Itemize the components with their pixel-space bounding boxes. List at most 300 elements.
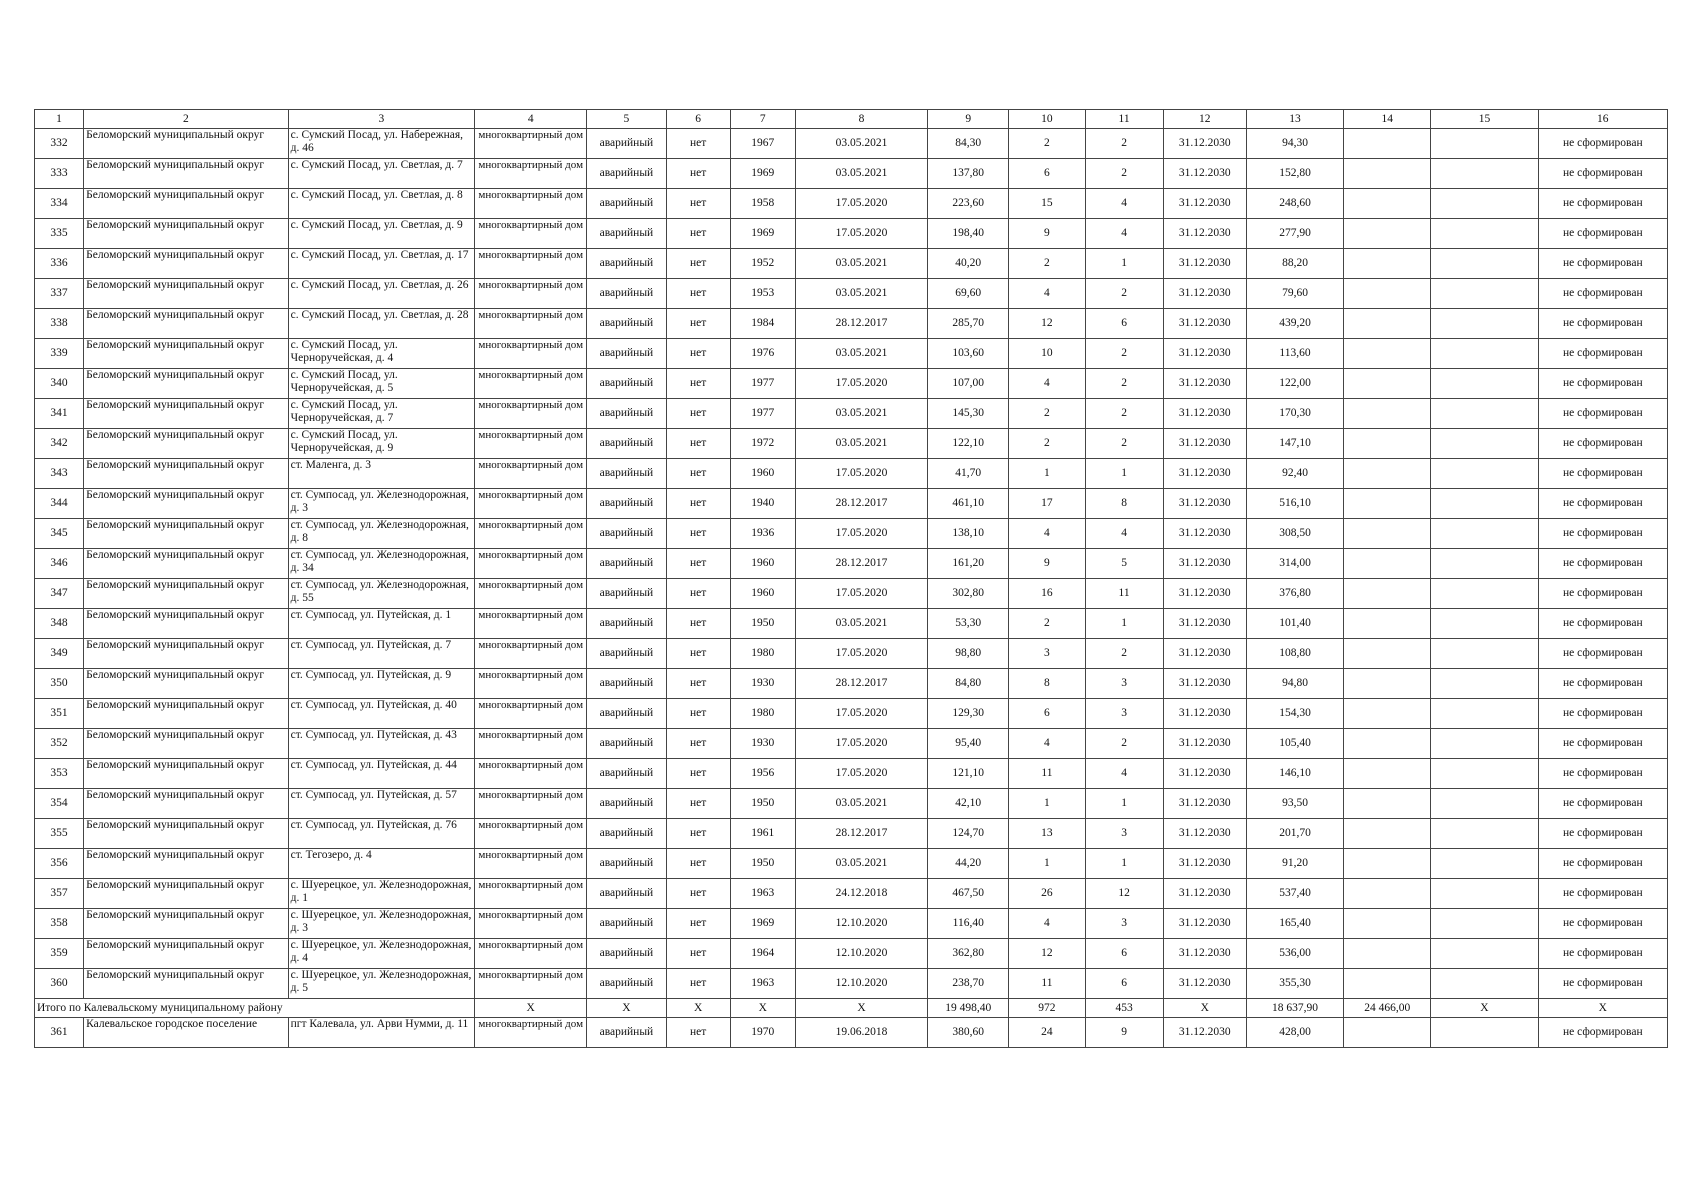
address-cell: с. Шуерецкое, ул. Железнодорожная, д. 1 xyxy=(288,879,474,909)
resettlement-deadline-cell: 31.12.2030 xyxy=(1163,219,1246,249)
residents-cell: 1 xyxy=(1009,849,1085,879)
row-number-cell: 356 xyxy=(35,849,84,879)
apartments-cell: 4 xyxy=(1085,759,1163,789)
address-cell: ст. Сумпосад, ул. Путейская, д. 9 xyxy=(288,669,474,699)
total-area-cell: 201,70 xyxy=(1246,819,1343,849)
status-flag-cell: нет xyxy=(666,519,730,549)
condition-cell: аварийный xyxy=(587,189,666,219)
residents-cell: 1 xyxy=(1009,789,1085,819)
column-header: 3 xyxy=(288,110,474,129)
row-number-cell: 333 xyxy=(35,159,84,189)
column-header: 2 xyxy=(84,110,289,129)
column-header: 10 xyxy=(1009,110,1085,129)
column-14-cell xyxy=(1344,819,1431,849)
area-cell: 98,80 xyxy=(928,639,1009,669)
address-cell: ст. Сумпосад, ул. Путейская, д. 40 xyxy=(288,699,474,729)
condition-cell: аварийный xyxy=(587,519,666,549)
building-type-cell: многоквартирный дом xyxy=(475,729,587,759)
status-flag-cell: нет xyxy=(666,669,730,699)
apartments-cell: 2 xyxy=(1085,399,1163,429)
total-area-cell: 101,40 xyxy=(1246,609,1343,639)
status-flag-cell: нет xyxy=(666,609,730,639)
status-flag-cell: нет xyxy=(666,459,730,489)
building-type-cell: многоквартирный дом xyxy=(475,1018,587,1048)
recognition-date-cell: 03.05.2021 xyxy=(795,609,927,639)
resettlement-deadline-cell: 31.12.2030 xyxy=(1163,759,1246,789)
municipality-cell: Калевальское городское поселение xyxy=(84,1018,289,1048)
total-area-cell: 108,80 xyxy=(1246,639,1343,669)
area-cell: 40,20 xyxy=(928,249,1009,279)
table-row xyxy=(35,339,1668,369)
column-14-cell xyxy=(1344,219,1431,249)
row-number-cell: 350 xyxy=(35,669,84,699)
resettlement-status-cell: не сформирован xyxy=(1538,759,1667,789)
apartments-cell: 2 xyxy=(1085,639,1163,669)
total-area-cell: 152,80 xyxy=(1246,159,1343,189)
resettlement-deadline-cell: 31.12.2030 xyxy=(1163,549,1246,579)
address-cell: с. Сумский Посад, ул. Светлая, д. 28 xyxy=(288,309,474,339)
table-row xyxy=(35,789,1668,819)
resettlement-deadline-cell: 31.12.2030 xyxy=(1163,249,1246,279)
apartments-cell: 3 xyxy=(1085,819,1163,849)
total-area-cell: 88,20 xyxy=(1246,249,1343,279)
year-built-cell: 1984 xyxy=(730,309,795,339)
column-15-cell xyxy=(1431,189,1538,219)
resettlement-deadline-cell: 31.12.2030 xyxy=(1163,429,1246,459)
area-cell: 461,10 xyxy=(928,489,1009,519)
year-built-cell: 1936 xyxy=(730,519,795,549)
resettlement-status-cell: не сформирован xyxy=(1538,969,1667,999)
municipality-cell: Беломорский муниципальный округ xyxy=(84,909,289,939)
total-area-cell: 537,40 xyxy=(1246,879,1343,909)
apartments-cell: 3 xyxy=(1085,699,1163,729)
row-number-cell: 342 xyxy=(35,429,84,459)
address-cell: с. Сумский Посад, ул. Светлая, д. 26 xyxy=(288,279,474,309)
year-built-cell: 1958 xyxy=(730,189,795,219)
address-cell: ст. Сумпосад, ул. Железнодорожная, д. 3 xyxy=(288,489,474,519)
row-number-cell: 339 xyxy=(35,339,84,369)
condition-cell: аварийный xyxy=(587,939,666,969)
resettlement-deadline-cell: 31.12.2030 xyxy=(1163,339,1246,369)
resettlement-deadline-cell: 31.12.2030 xyxy=(1163,909,1246,939)
resettlement-status-cell: не сформирован xyxy=(1538,339,1667,369)
apartments-cell: 6 xyxy=(1085,939,1163,969)
residents-cell: 17 xyxy=(1009,489,1085,519)
column-header: 4 xyxy=(475,110,587,129)
column-14-cell xyxy=(1344,909,1431,939)
condition-cell: аварийный xyxy=(587,729,666,759)
row-number-cell: 349 xyxy=(35,639,84,669)
condition-cell: аварийный xyxy=(587,129,666,159)
column-15-cell xyxy=(1431,639,1538,669)
apartments-cell: 8 xyxy=(1085,489,1163,519)
apartments-cell: 2 xyxy=(1085,369,1163,399)
condition-cell: аварийный xyxy=(587,279,666,309)
apartments-cell: 4 xyxy=(1085,519,1163,549)
column-header: 5 xyxy=(587,110,666,129)
building-type-cell: многоквартирный дом xyxy=(475,939,587,969)
address-cell: с. Сумский Посад, ул. Черноручейская, д. 9 xyxy=(288,429,474,459)
address-cell: с. Сумский Посад, ул. Светлая, д. 9 xyxy=(288,219,474,249)
row-number-cell: 340 xyxy=(35,369,84,399)
column-14-cell xyxy=(1344,429,1431,459)
apartments-cell: 1 xyxy=(1085,459,1163,489)
resettlement-status-cell: не сформирован xyxy=(1538,519,1667,549)
building-type-cell: многоквартирный дом xyxy=(475,159,587,189)
total-cell: X xyxy=(587,999,666,1018)
address-cell: ст. Сумпосад, ул. Путейская, д. 44 xyxy=(288,759,474,789)
resettlement-status-cell: не сформирован xyxy=(1538,279,1667,309)
column-header: 15 xyxy=(1431,110,1538,129)
residents-cell: 2 xyxy=(1009,609,1085,639)
building-type-cell: многоквартирный дом xyxy=(475,249,587,279)
resettlement-status-cell: не сформирован xyxy=(1538,549,1667,579)
residents-cell: 24 xyxy=(1009,1018,1085,1048)
column-14-cell xyxy=(1344,549,1431,579)
resettlement-status-cell: не сформирован xyxy=(1538,849,1667,879)
condition-cell: аварийный xyxy=(587,489,666,519)
column-header: 1 xyxy=(35,110,84,129)
status-flag-cell: нет xyxy=(666,219,730,249)
area-cell: 137,80 xyxy=(928,159,1009,189)
total-area-cell: 94,80 xyxy=(1246,669,1343,699)
apartments-cell: 9 xyxy=(1085,1018,1163,1048)
area-cell: 84,30 xyxy=(928,129,1009,159)
status-flag-cell: нет xyxy=(666,969,730,999)
address-cell: ст. Сумпосад, ул. Железнодорожная, д. 55 xyxy=(288,579,474,609)
resettlement-deadline-cell: 31.12.2030 xyxy=(1163,639,1246,669)
municipality-cell: Беломорский муниципальный округ xyxy=(84,129,289,159)
address-cell: с. Сумский Посад, ул. Черноручейская, д. 7 xyxy=(288,399,474,429)
resettlement-status-cell: не сформирован xyxy=(1538,249,1667,279)
municipality-cell: Беломорский муниципальный округ xyxy=(84,339,289,369)
column-14-cell xyxy=(1344,519,1431,549)
building-type-cell: многоквартирный дом xyxy=(475,219,587,249)
status-flag-cell: нет xyxy=(666,939,730,969)
apartments-cell: 3 xyxy=(1085,669,1163,699)
column-15-cell xyxy=(1431,279,1538,309)
total-area-cell: 92,40 xyxy=(1246,459,1343,489)
table-row xyxy=(35,669,1668,699)
table-row xyxy=(35,519,1668,549)
residents-cell: 15 xyxy=(1009,189,1085,219)
apartments-cell: 11 xyxy=(1085,579,1163,609)
column-14-cell xyxy=(1344,729,1431,759)
total-area-cell: 248,60 xyxy=(1246,189,1343,219)
condition-cell: аварийный xyxy=(587,699,666,729)
area-cell: 138,10 xyxy=(928,519,1009,549)
total-area-cell: 91,20 xyxy=(1246,849,1343,879)
apartments-cell: 2 xyxy=(1085,159,1163,189)
column-14-cell xyxy=(1344,1018,1431,1048)
condition-cell: аварийный xyxy=(587,789,666,819)
apartments-cell: 5 xyxy=(1085,549,1163,579)
residents-cell: 6 xyxy=(1009,699,1085,729)
year-built-cell: 1964 xyxy=(730,939,795,969)
column-14-cell xyxy=(1344,609,1431,639)
municipality-cell: Беломорский муниципальный округ xyxy=(84,279,289,309)
recognition-date-cell: 28.12.2017 xyxy=(795,549,927,579)
column-14-cell xyxy=(1344,579,1431,609)
address-cell: ст. Сумпосад, ул. Железнодорожная, д. 34 xyxy=(288,549,474,579)
residents-cell: 4 xyxy=(1009,369,1085,399)
recognition-date-cell: 03.05.2021 xyxy=(795,159,927,189)
table-row xyxy=(35,219,1668,249)
column-15-cell xyxy=(1431,1018,1538,1048)
table-row xyxy=(35,1018,1668,1048)
column-15-cell xyxy=(1431,759,1538,789)
column-14-cell xyxy=(1344,399,1431,429)
status-flag-cell: нет xyxy=(666,759,730,789)
column-15-cell xyxy=(1431,519,1538,549)
recognition-date-cell: 12.10.2020 xyxy=(795,939,927,969)
total-area-cell: 314,00 xyxy=(1246,549,1343,579)
area-cell: 103,60 xyxy=(928,339,1009,369)
table-row xyxy=(35,159,1668,189)
resettlement-deadline-cell: 31.12.2030 xyxy=(1163,849,1246,879)
recognition-date-cell: 28.12.2017 xyxy=(795,309,927,339)
residents-cell: 9 xyxy=(1009,549,1085,579)
table-row xyxy=(35,369,1668,399)
address-cell: ст. Сумпосад, ул. Путейская, д. 1 xyxy=(288,609,474,639)
area-cell: 84,80 xyxy=(928,669,1009,699)
column-14-cell xyxy=(1344,789,1431,819)
total-cell: 972 xyxy=(1009,999,1085,1018)
status-flag-cell: нет xyxy=(666,399,730,429)
municipality-cell: Беломорский муниципальный округ xyxy=(84,609,289,639)
status-flag-cell: нет xyxy=(666,159,730,189)
total-cell: X xyxy=(1163,999,1246,1018)
status-flag-cell: нет xyxy=(666,549,730,579)
municipality-cell: Беломорский муниципальный округ xyxy=(84,189,289,219)
total-cell: X xyxy=(475,999,587,1018)
year-built-cell: 1980 xyxy=(730,699,795,729)
condition-cell: аварийный xyxy=(587,309,666,339)
column-15-cell xyxy=(1431,879,1538,909)
row-number-cell: 335 xyxy=(35,219,84,249)
area-cell: 129,30 xyxy=(928,699,1009,729)
year-built-cell: 1963 xyxy=(730,969,795,999)
condition-cell: аварийный xyxy=(587,849,666,879)
column-15-cell xyxy=(1431,729,1538,759)
address-cell: ст. Маленга, д. 3 xyxy=(288,459,474,489)
area-cell: 122,10 xyxy=(928,429,1009,459)
column-15-cell xyxy=(1431,159,1538,189)
column-15-cell xyxy=(1431,789,1538,819)
total-cell: X xyxy=(1431,999,1538,1018)
year-built-cell: 1963 xyxy=(730,879,795,909)
table-row xyxy=(35,909,1668,939)
column-15-cell xyxy=(1431,909,1538,939)
condition-cell: аварийный xyxy=(587,459,666,489)
table-row xyxy=(35,579,1668,609)
header-row xyxy=(35,110,1668,129)
row-number-cell: 351 xyxy=(35,699,84,729)
status-flag-cell: нет xyxy=(666,129,730,159)
residents-cell: 6 xyxy=(1009,159,1085,189)
area-cell: 95,40 xyxy=(928,729,1009,759)
total-area-cell: 170,30 xyxy=(1246,399,1343,429)
recognition-date-cell: 17.05.2020 xyxy=(795,189,927,219)
table-row xyxy=(35,399,1668,429)
recognition-date-cell: 24.12.2018 xyxy=(795,879,927,909)
column-14-cell xyxy=(1344,459,1431,489)
apartments-cell: 4 xyxy=(1085,219,1163,249)
total-area-cell: 146,10 xyxy=(1246,759,1343,789)
residents-cell: 12 xyxy=(1009,309,1085,339)
row-number-cell: 347 xyxy=(35,579,84,609)
condition-cell: аварийный xyxy=(587,879,666,909)
condition-cell: аварийный xyxy=(587,639,666,669)
column-header: 13 xyxy=(1246,110,1343,129)
apartments-cell: 6 xyxy=(1085,309,1163,339)
year-built-cell: 1950 xyxy=(730,849,795,879)
residents-cell: 4 xyxy=(1009,909,1085,939)
building-type-cell: многоквартирный дом xyxy=(475,969,587,999)
recognition-date-cell: 28.12.2017 xyxy=(795,669,927,699)
municipality-cell: Беломорский муниципальный округ xyxy=(84,849,289,879)
resettlement-status-cell: не сформирован xyxy=(1538,609,1667,639)
residents-cell: 4 xyxy=(1009,729,1085,759)
condition-cell: аварийный xyxy=(587,339,666,369)
recognition-date-cell: 03.05.2021 xyxy=(795,279,927,309)
column-14-cell xyxy=(1344,669,1431,699)
building-type-cell: многоквартирный дом xyxy=(475,399,587,429)
column-15-cell xyxy=(1431,819,1538,849)
apartments-cell: 2 xyxy=(1085,279,1163,309)
residents-cell: 12 xyxy=(1009,939,1085,969)
total-area-cell: 536,00 xyxy=(1246,939,1343,969)
year-built-cell: 1980 xyxy=(730,639,795,669)
row-number-cell: 348 xyxy=(35,609,84,639)
year-built-cell: 1969 xyxy=(730,159,795,189)
status-flag-cell: нет xyxy=(666,879,730,909)
resettlement-deadline-cell: 31.12.2030 xyxy=(1163,519,1246,549)
condition-cell: аварийный xyxy=(587,669,666,699)
residents-cell: 1 xyxy=(1009,459,1085,489)
residents-cell: 16 xyxy=(1009,579,1085,609)
resettlement-deadline-cell: 31.12.2030 xyxy=(1163,489,1246,519)
column-header: 11 xyxy=(1085,110,1163,129)
column-14-cell xyxy=(1344,129,1431,159)
resettlement-deadline-cell: 31.12.2030 xyxy=(1163,369,1246,399)
recognition-date-cell: 28.12.2017 xyxy=(795,489,927,519)
recognition-date-cell: 03.05.2021 xyxy=(795,129,927,159)
status-flag-cell: нет xyxy=(666,729,730,759)
building-type-cell: многоквартирный дом xyxy=(475,819,587,849)
column-14-cell xyxy=(1344,759,1431,789)
condition-cell: аварийный xyxy=(587,219,666,249)
resettlement-status-cell: не сформирован xyxy=(1538,489,1667,519)
municipality-cell: Беломорский муниципальный округ xyxy=(84,399,289,429)
resettlement-status-cell: не сформирован xyxy=(1538,429,1667,459)
residents-cell: 2 xyxy=(1009,249,1085,279)
table-row xyxy=(35,759,1668,789)
apartments-cell: 1 xyxy=(1085,249,1163,279)
condition-cell: аварийный xyxy=(587,1018,666,1048)
building-type-cell: многоквартирный дом xyxy=(475,429,587,459)
building-type-cell: многоквартирный дом xyxy=(475,669,587,699)
municipality-cell: Беломорский муниципальный округ xyxy=(84,549,289,579)
municipality-cell: Беломорский муниципальный округ xyxy=(84,429,289,459)
recognition-date-cell: 17.05.2020 xyxy=(795,459,927,489)
total-area-cell: 439,20 xyxy=(1246,309,1343,339)
year-built-cell: 1930 xyxy=(730,669,795,699)
year-built-cell: 1960 xyxy=(730,459,795,489)
column-header: 12 xyxy=(1163,110,1246,129)
year-built-cell: 1940 xyxy=(730,489,795,519)
table-row xyxy=(35,429,1668,459)
municipality-cell: Беломорский муниципальный округ xyxy=(84,489,289,519)
municipality-cell: Беломорский муниципальный округ xyxy=(84,669,289,699)
municipality-cell: Беломорский муниципальный округ xyxy=(84,969,289,999)
apartments-cell: 2 xyxy=(1085,729,1163,759)
column-15-cell xyxy=(1431,609,1538,639)
building-type-cell: многоквартирный дом xyxy=(475,699,587,729)
residents-cell: 10 xyxy=(1009,339,1085,369)
column-14-cell xyxy=(1344,699,1431,729)
column-14-cell xyxy=(1344,189,1431,219)
residents-cell: 2 xyxy=(1009,129,1085,159)
condition-cell: аварийный xyxy=(587,969,666,999)
column-14-cell xyxy=(1344,489,1431,519)
condition-cell: аварийный xyxy=(587,249,666,279)
address-cell: с. Сумский Посад, ул. Светлая, д. 17 xyxy=(288,249,474,279)
municipality-cell: Беломорский муниципальный округ xyxy=(84,159,289,189)
address-cell: ст. Сумпосад, ул. Железнодорожная, д. 8 xyxy=(288,519,474,549)
building-type-cell: многоквартирный дом xyxy=(475,849,587,879)
column-14-cell xyxy=(1344,249,1431,279)
resettlement-status-cell: не сформирован xyxy=(1538,789,1667,819)
status-flag-cell: нет xyxy=(666,909,730,939)
building-type-cell: многоквартирный дом xyxy=(475,789,587,819)
year-built-cell: 1950 xyxy=(730,789,795,819)
building-type-cell: многоквартирный дом xyxy=(475,639,587,669)
year-built-cell: 1977 xyxy=(730,369,795,399)
resettlement-status-cell: не сформирован xyxy=(1538,399,1667,429)
year-built-cell: 1969 xyxy=(730,219,795,249)
table-row xyxy=(35,309,1668,339)
resettlement-deadline-cell: 31.12.2030 xyxy=(1163,279,1246,309)
resettlement-deadline-cell: 31.12.2030 xyxy=(1163,579,1246,609)
column-15-cell xyxy=(1431,459,1538,489)
area-cell: 42,10 xyxy=(928,789,1009,819)
condition-cell: аварийный xyxy=(587,399,666,429)
total-cell: 18 637,90 xyxy=(1246,999,1343,1018)
total-area-cell: 147,10 xyxy=(1246,429,1343,459)
resettlement-deadline-cell: 31.12.2030 xyxy=(1163,789,1246,819)
recognition-date-cell: 12.10.2020 xyxy=(795,909,927,939)
recognition-date-cell: 03.05.2021 xyxy=(795,849,927,879)
column-14-cell xyxy=(1344,339,1431,369)
building-type-cell: многоквартирный дом xyxy=(475,609,587,639)
apartments-cell: 3 xyxy=(1085,909,1163,939)
resettlement-status-cell: не сформирован xyxy=(1538,879,1667,909)
row-number-cell: 343 xyxy=(35,459,84,489)
address-cell: с. Сумский Посад, ул. Светлая, д. 7 xyxy=(288,159,474,189)
address-cell: ст. Сумпосад, ул. Путейская, д. 43 xyxy=(288,729,474,759)
area-cell: 145,30 xyxy=(928,399,1009,429)
column-15-cell xyxy=(1431,969,1538,999)
status-flag-cell: нет xyxy=(666,279,730,309)
address-cell: с. Сумский Посад, ул. Набережная, д. 46 xyxy=(288,129,474,159)
resettlement-status-cell: не сформирован xyxy=(1538,159,1667,189)
apartments-cell: 4 xyxy=(1085,189,1163,219)
condition-cell: аварийный xyxy=(587,429,666,459)
year-built-cell: 1956 xyxy=(730,759,795,789)
housing-register-table xyxy=(34,109,1668,1048)
total-area-cell: 355,30 xyxy=(1246,969,1343,999)
